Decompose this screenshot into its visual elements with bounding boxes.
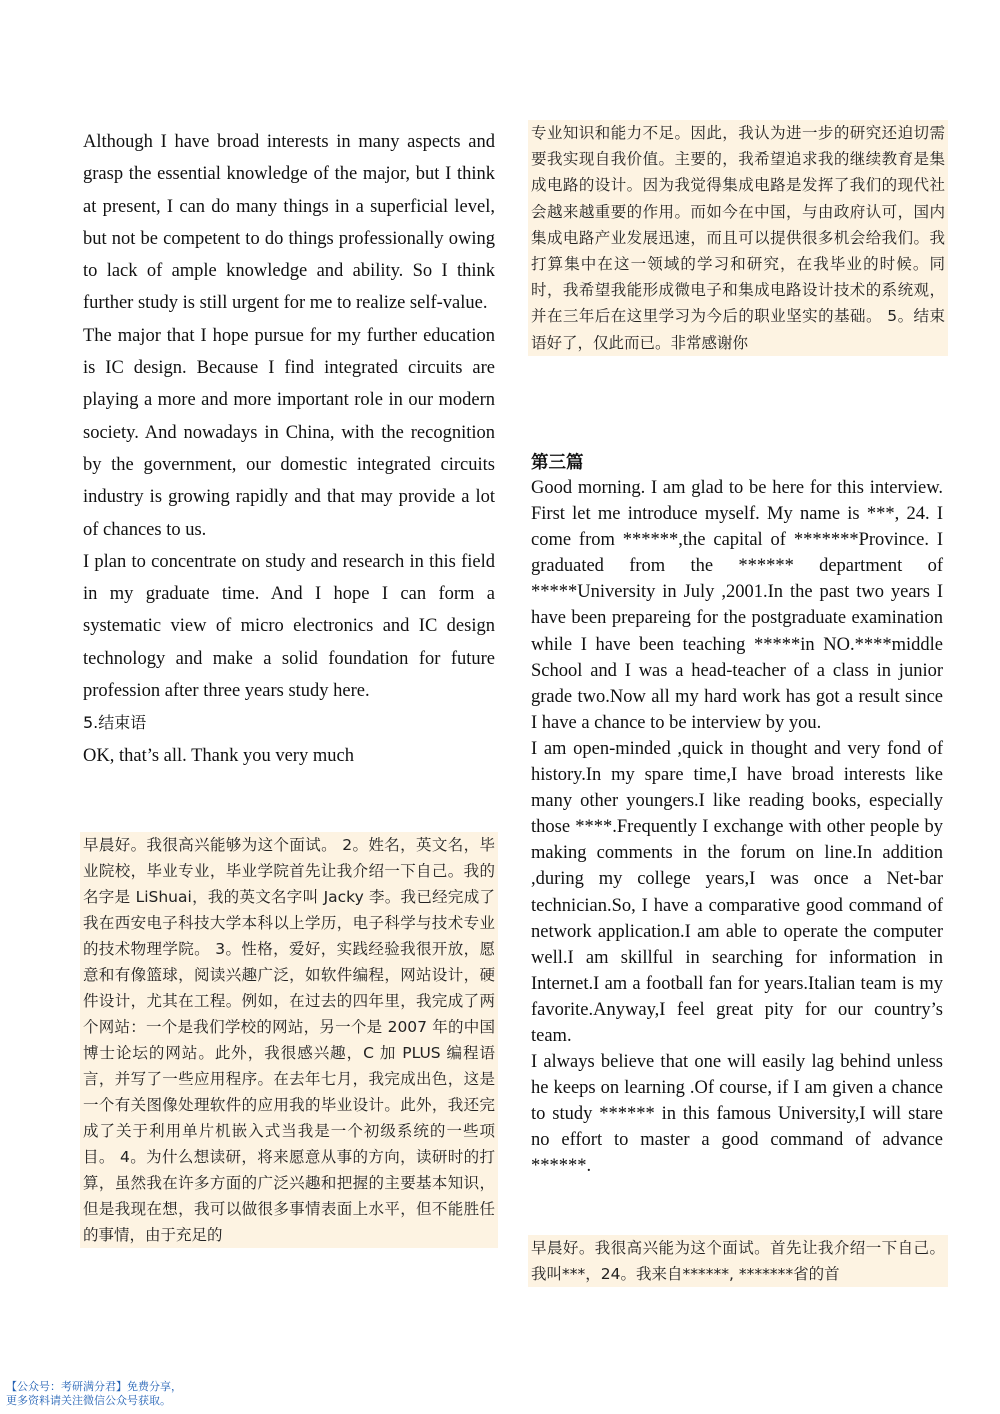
right-english-body <box>531 475 943 1180</box>
paragraph-further-study: Although I have broad interests in many aspects and grasp the essential knowledge of the major, but I think at present, I can do many things in a superficial level, but not be competent to do things professionally owing to lack of ample knowledge and ability. So I think further study is still urgent for me to realize self-value. <box>83 132 495 314</box>
closing-line: OK, that’s all. Thank you very much <box>83 745 354 766</box>
footer-note <box>6 1380 182 1408</box>
translation-continued: 专业知识和能力不足。因此，我认为进一步的研究还迫切需要我实现自我价值。主要的，我希望追求我的继续教育是集成电路的设计。因为我觉得集成电路是发挥了我们的现代社会越来越重要的作用。而如今在中国，与由政府认可，国内集成电路产业发展迅速，而且可以提供很多机会给我们。我打算集中在这一领域的学习和研究，在我毕业的时候。同时，我希望我能形成微电子和集成电路设计技术的系统观，并在三年后在这里学习为今后的职业坚实的基础。 5。结束语好了，仅此而已。非常感谢你 <box>531 124 945 352</box>
translation2-paragraph: 早晨好。我很高兴能为这个面试。首先让我介绍一下自己。我叫***，24。我来自******, *******省的首 <box>531 1239 945 1283</box>
paragraph-study-plan: I plan to concentrate on study and research in this field in my graduate time. And I hope I can form a systematic view of micro electronics and IC design technology and make a solid foundation for future profession after three years study here. <box>83 551 495 702</box>
footer-line-1: 【公众号：考研满分君】免费分享， <box>6 1380 182 1393</box>
section-heading-third: 第三篇 <box>531 453 584 473</box>
paragraph-major-ic-design: The major that I hope pursue for my further education is IC design. Because I find integrated circuits are playing a more and more important role in our modern society. And nowadays in China, with the recognition by the government, our domestic integrated circuits industry is growing rapidly and that may provide a lot of chances to us. <box>83 325 495 540</box>
section-label-closing: 5.结束语 <box>83 713 147 733</box>
paragraph-personality: I am open-minded ,quick in thought and very fond of history.In my spare time,I have broad interests like many other youngers.I like reading books, especially those ****.Frequently I exchange with other people by making comments in the forum on line.In addition ,during my college years,I was once a Net-bar technician.So, I have a comparative good command of network application.I am able to operate the computer well.I am skillful in searching for information in Internet.I am a football fan for years.Italian team is my favorite.Anyway,I feel great pity for our country’s team. <box>531 738 943 1046</box>
left-english-body <box>83 126 495 772</box>
right-chinese-translation-cont <box>528 120 948 356</box>
paragraph-self-intro: Good morning. I am glad to be here for this interview. First let me introduce myself. My name is ***, 24. I come from ******,the capital of *******Province. I graduated from the ****** department of *****University in July ,2001.In the past two years I have been prepareing for the postgraduate examination while I have been teaching *****in NO.****middle School and I was a head-teacher of a class in junior grade two.Now all my hard work has got a result since I have a chance to be interview by you. <box>531 478 943 733</box>
right-chinese-translation-2 <box>528 1235 948 1287</box>
translation-paragraph: 早晨好。我很高兴能够为这个面试。 2。姓名，英文名，毕业院校，毕业专业，毕业学院首先让我介绍一下自己。我的名字是 LiShuai，我的英文名字叫 Jacky 李。我已经完成了我在西安电子科技大学本科以上学历，电子科学与技术专业的技术物理学院。 3。性格，爱好，实践经验我很开放，愿意和有像篮球，阅读兴趣广泛，如软件编程，网站设计，硬件设计，尤其在工程。例如，在过去的四年里，我完成了两个网站：一个是我们学校的网站，另一个是 2007 年的中国博士论坛的网站。此外，我很感兴趣，C 加 PLUS 编程语言，并写了一些应用程序。在去年七月，我完成出色，这是一个有关图像处理软件的应用我的毕业设计。此外，我还完成了关于利用单片机嵌入式当我是一个初级系统的一些项目。 4。为什么想读研，将来愿意从事的方向，读研时的打算，虽然我在许多方面的广泛兴趣和把握的主要基本知识，但是我现在想，我可以做很多事情表面上水平，但不能胜任的事情，由于充足的 <box>83 836 495 1244</box>
left-chinese-translation <box>80 832 498 1248</box>
paragraph-keep-learning: I always believe that one will easily lag behind unless he keeps on learning .Of course, if I am given a chance to study ****** in this famous University,I will stare no effort to master a good command of advance ******. <box>531 1052 943 1177</box>
footer-line-2: 更多资料请关注微信公众号获取。 <box>6 1394 171 1407</box>
